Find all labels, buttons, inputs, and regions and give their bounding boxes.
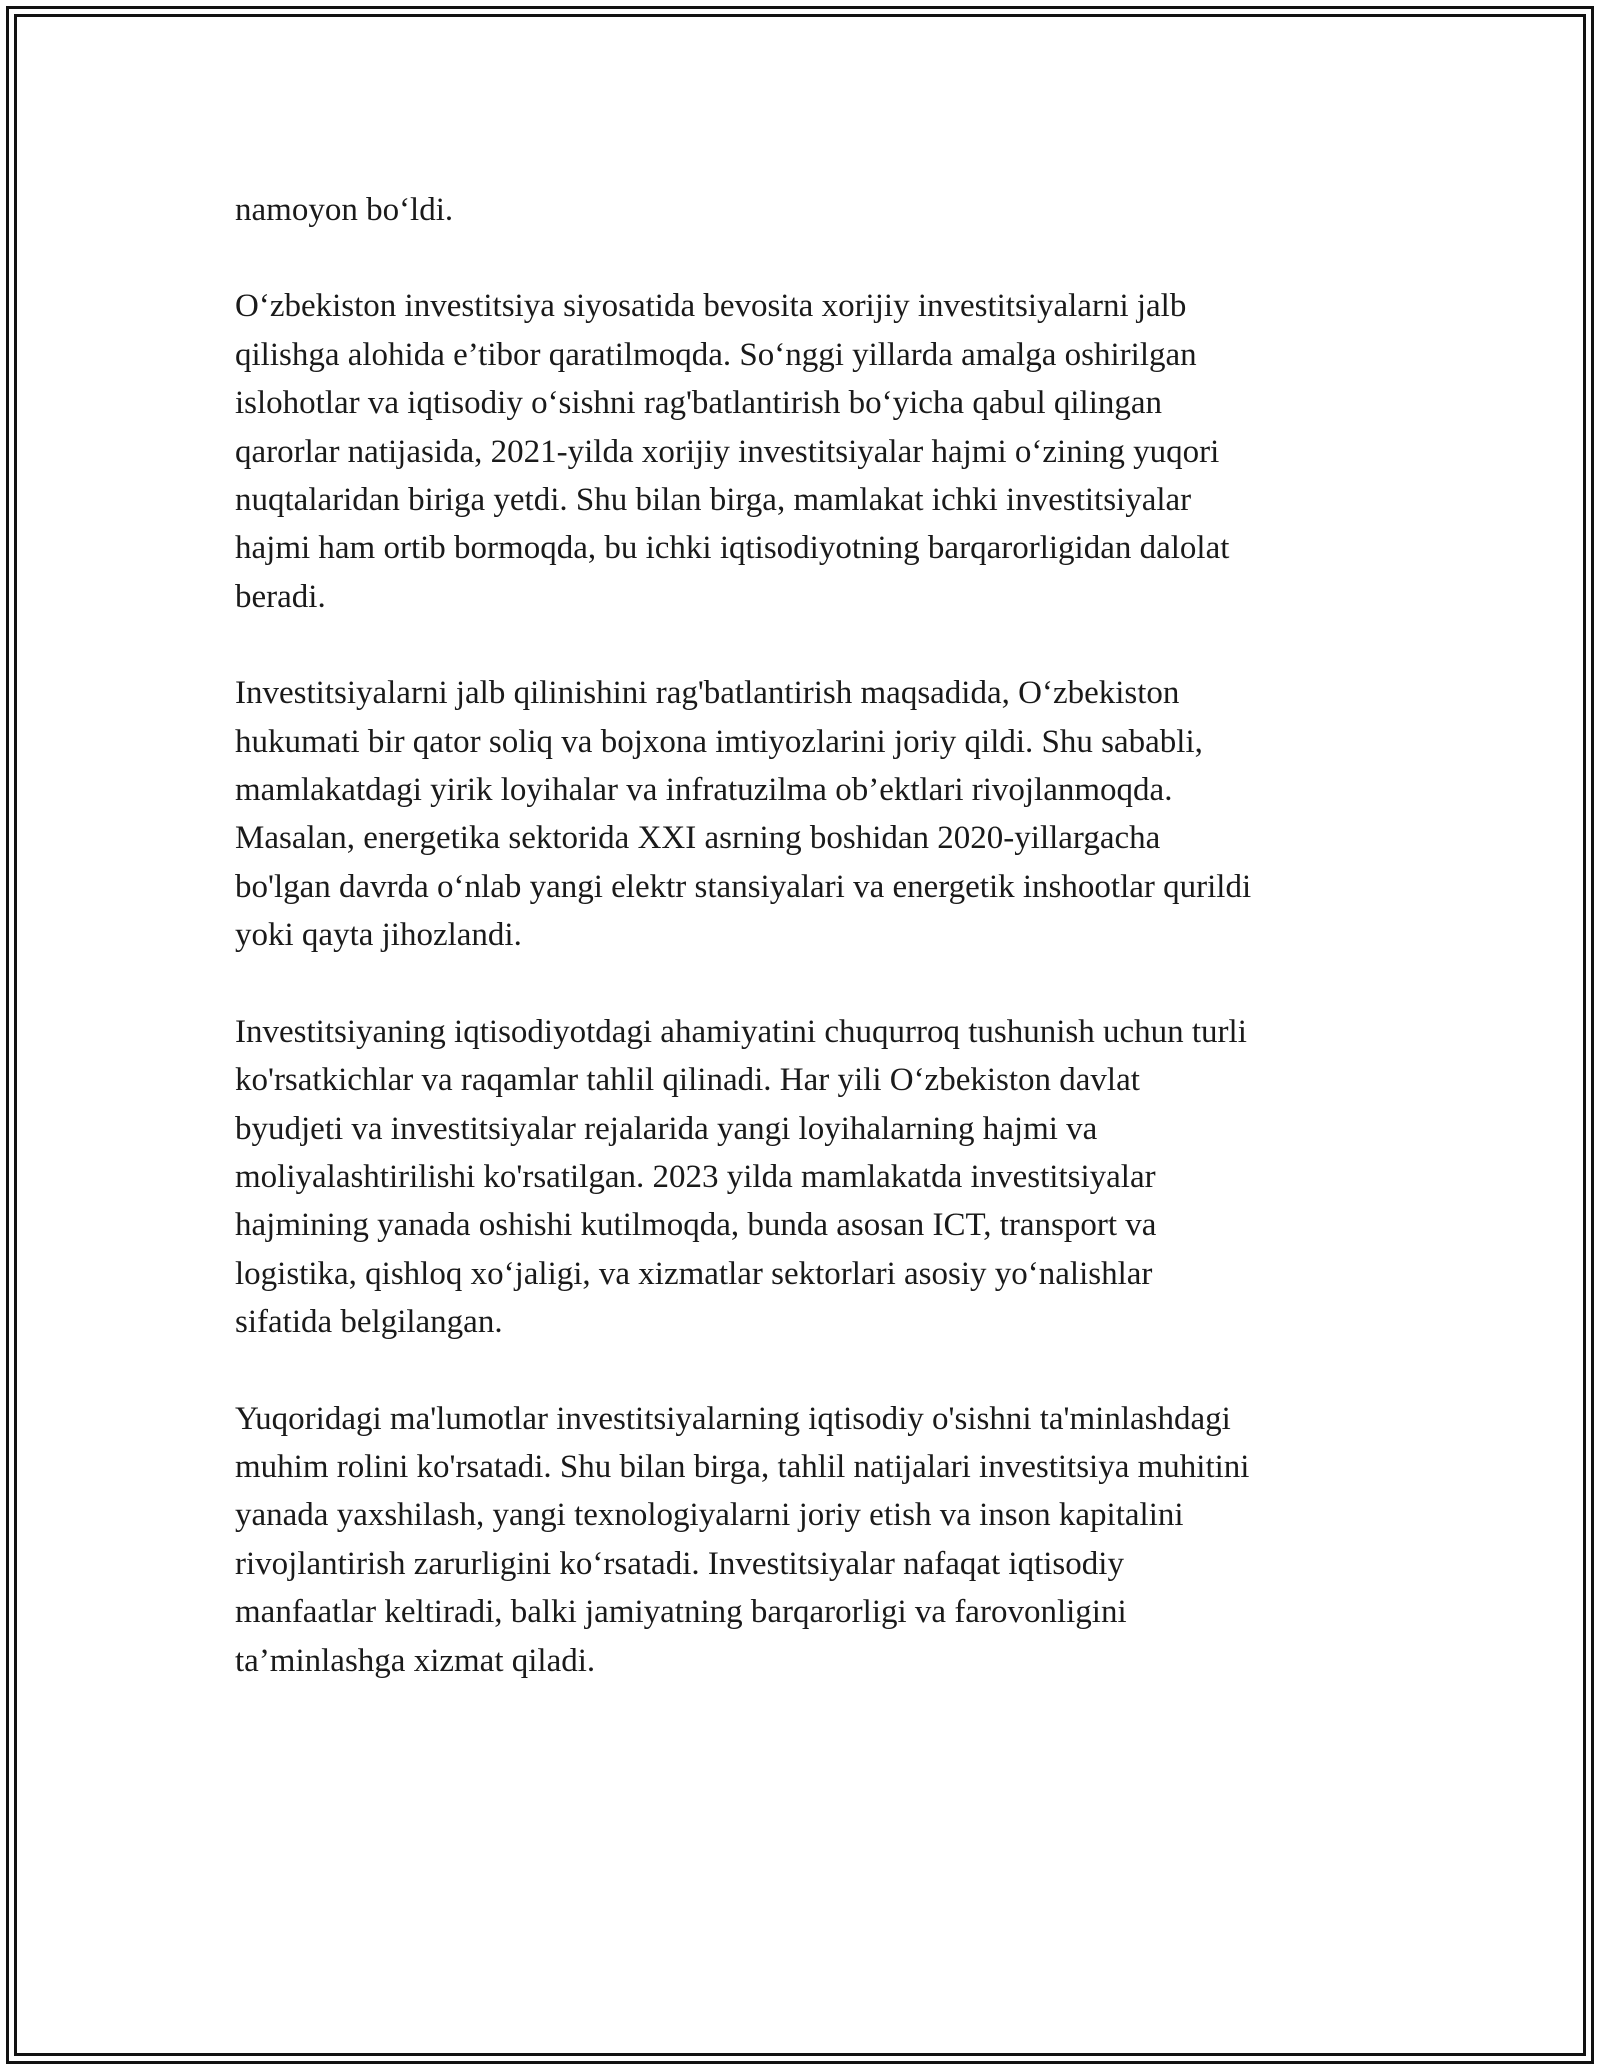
paragraph-foreign-investment: O‘zbekiston investitsiya siyosatida bevosita xorijiy investitsiyalarni jalb qilishga alohida e’tibor qaratilmoqda. So‘nggi yillarda amalga oshirilgan islohotlar va iqtisodiy o‘sishni rag'batlantirish bo‘yicha qabul qilingan qarorlar natijasida, 2021-yilda xorijiy investitsiyalar hajmi o‘zining yuqori nuqtalaridan biriga yetdi. Shu bilan birga, mamlakat ichki investitsiyalar hajmi ham ortib bormoqda, bu ichki iqtisodiyotning barqarorligidan dalolat beradi. (235, 288, 1230, 615)
paragraph-continuation: namoyon bo‘ldi. (235, 192, 454, 228)
document-body (235, 186, 1375, 1733)
paragraph-indicators: Investitsiyaning iqtisodiyotdagi ahamiyatini chuqurroq tushunish uchun turli ko'rsatkichlar va raqamlar tahlil qilinadi. Har yili O‘zbekiston davlat byudjeti va investitsiyalar rejalarida yangi loyihalarning hajmi va moliyalashtirilishi ko'rsatilgan. 2023 yilda mamlakatda investitsiyalar hajmining yanada oshishi kutilmoqda, bunda asosan ICT, transport va logistika, qishloq xo‘jaligi, va xizmatlar sektorlari asosiy yo‘nalishlar sifatida belgilangan. (235, 1013, 1247, 1341)
paragraph-conclusion: Yuqoridagi ma'lumotlar investitsiyalarning iqtisodiy o'sishni ta'minlashdagi muhim rolini ko'rsatadi. Shu bilan birga, tahlil natijalari investitsiya muhitini yanada yaxshilash, yangi texnologiyalarni joriy etish va inson kapitalini rivojlantirish zarurligini ko‘rsatadi. Investitsiyalar nafaqat iqtisodiy manfaatlar keltiradi, balki jamiyatning barqarorligi va farovonligini ta’minlashga xizmat qiladi. (235, 1400, 1250, 1679)
paragraph-incentives: Investitsiyalarni jalb qilinishini rag'batlantirish maqsadida, O‘zbekiston hukumati bir qator soliq va bojxona imtiyozlarini joriy qildi. Shu sababli, mamlakatdagi yirik loyihalar va infratuzilma ob’ektlari rivojlanmoqda. Masalan, energetika sektorida XXI asrning boshidan 2020-yillargacha bo'lgan davrda o‘nlab yangi elektr stansiyalari va energetik inshootlar qurildi yoki qayta jihozlandi. (235, 675, 1252, 954)
